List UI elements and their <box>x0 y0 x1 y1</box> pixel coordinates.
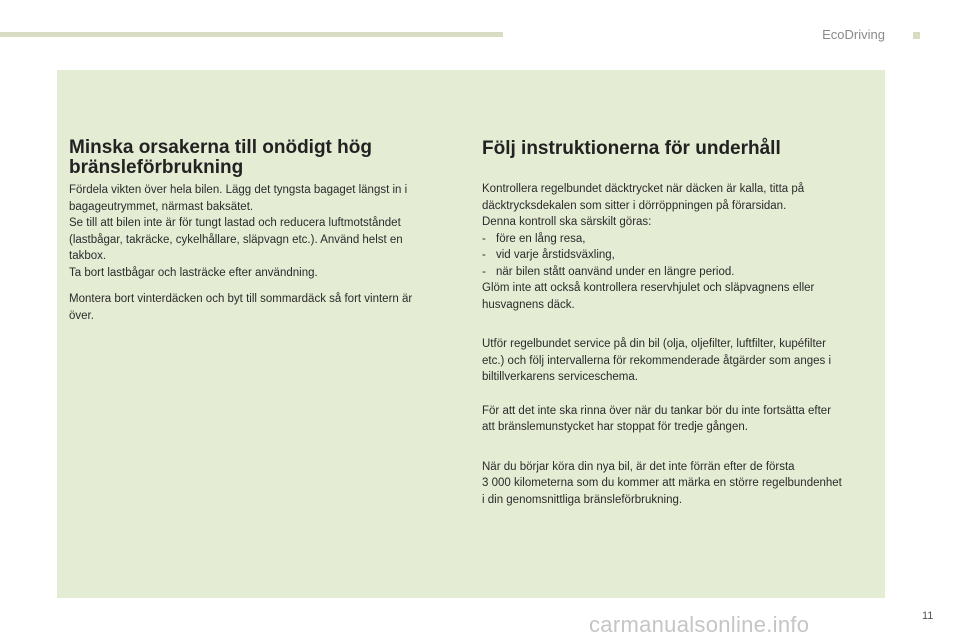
page-number: 11 <box>922 610 934 622</box>
right-heading: Följ instruktionerna för underhåll <box>482 138 781 159</box>
section-marker <box>913 32 920 39</box>
left-paragraph-2: Montera bort vinterdäcken och byt till sommardäck så fort vintern är över. <box>69 293 413 322</box>
left-heading: Minska orsakerna till onödigt hög bränsleförbrukning <box>69 137 372 178</box>
right-paragraph-1: Kontrollera regelbundet däcktrycket när däcken är kalla, titta på däcktrycksdekalen som sitter i dörröppningen på förarsidan. Denna kontroll ska särskilt göras: <box>482 183 805 228</box>
right-paragraph-5: När du börjar köra din nya bil, är det inte förrän efter de första 3 000 kilometerna som du kommer att märka en större regelbundenhet i din genomsnittliga bränsleförbrukning. <box>482 460 842 506</box>
right-paragraph-3: Utför regelbundet service på din bil (olja, oljefilter, luftfilter, kupéfilter etc.) och följ intervallerna för rekommenderade åtgärder som anges i biltillverkarens serviceschema. <box>482 338 832 383</box>
header-rule <box>0 32 503 37</box>
list-item: - vid varje årstidsväxling, <box>482 247 874 264</box>
section-title: EcoDriving <box>822 27 885 42</box>
left-column <box>69 138 441 324</box>
right-paragraph-4: För att det inte ska rinna över när du tankar bör du inte fortsätta efter att bränslemunstycket har stoppat för tredje gången. <box>482 404 832 433</box>
right-paragraph-2: Glöm inte att också kontrollera reservhjulet och släpvagnens eller husvagnens däck. <box>482 282 815 311</box>
watermark: carmanualsonline.info <box>589 612 810 637</box>
right-column <box>482 138 874 508</box>
list-item: - när bilen stått oanvänd under en längre period. <box>482 264 874 281</box>
list-item: - före en lång resa, <box>482 231 874 248</box>
left-paragraph-1: Fördela vikten över hela bilen. Lägg det tyngsta bagaget längst in i bagageutrymmet, närmast baksätet. Se till att bilen inte är för tungt lastad och reducera luftmotståndet (lastbågar, takräcke, cykelhållare, släpvagn etc.). Använd helst en takbox. Ta bort lastbågar och lasträcke efter användning. <box>69 184 408 279</box>
check-list <box>482 231 874 281</box>
